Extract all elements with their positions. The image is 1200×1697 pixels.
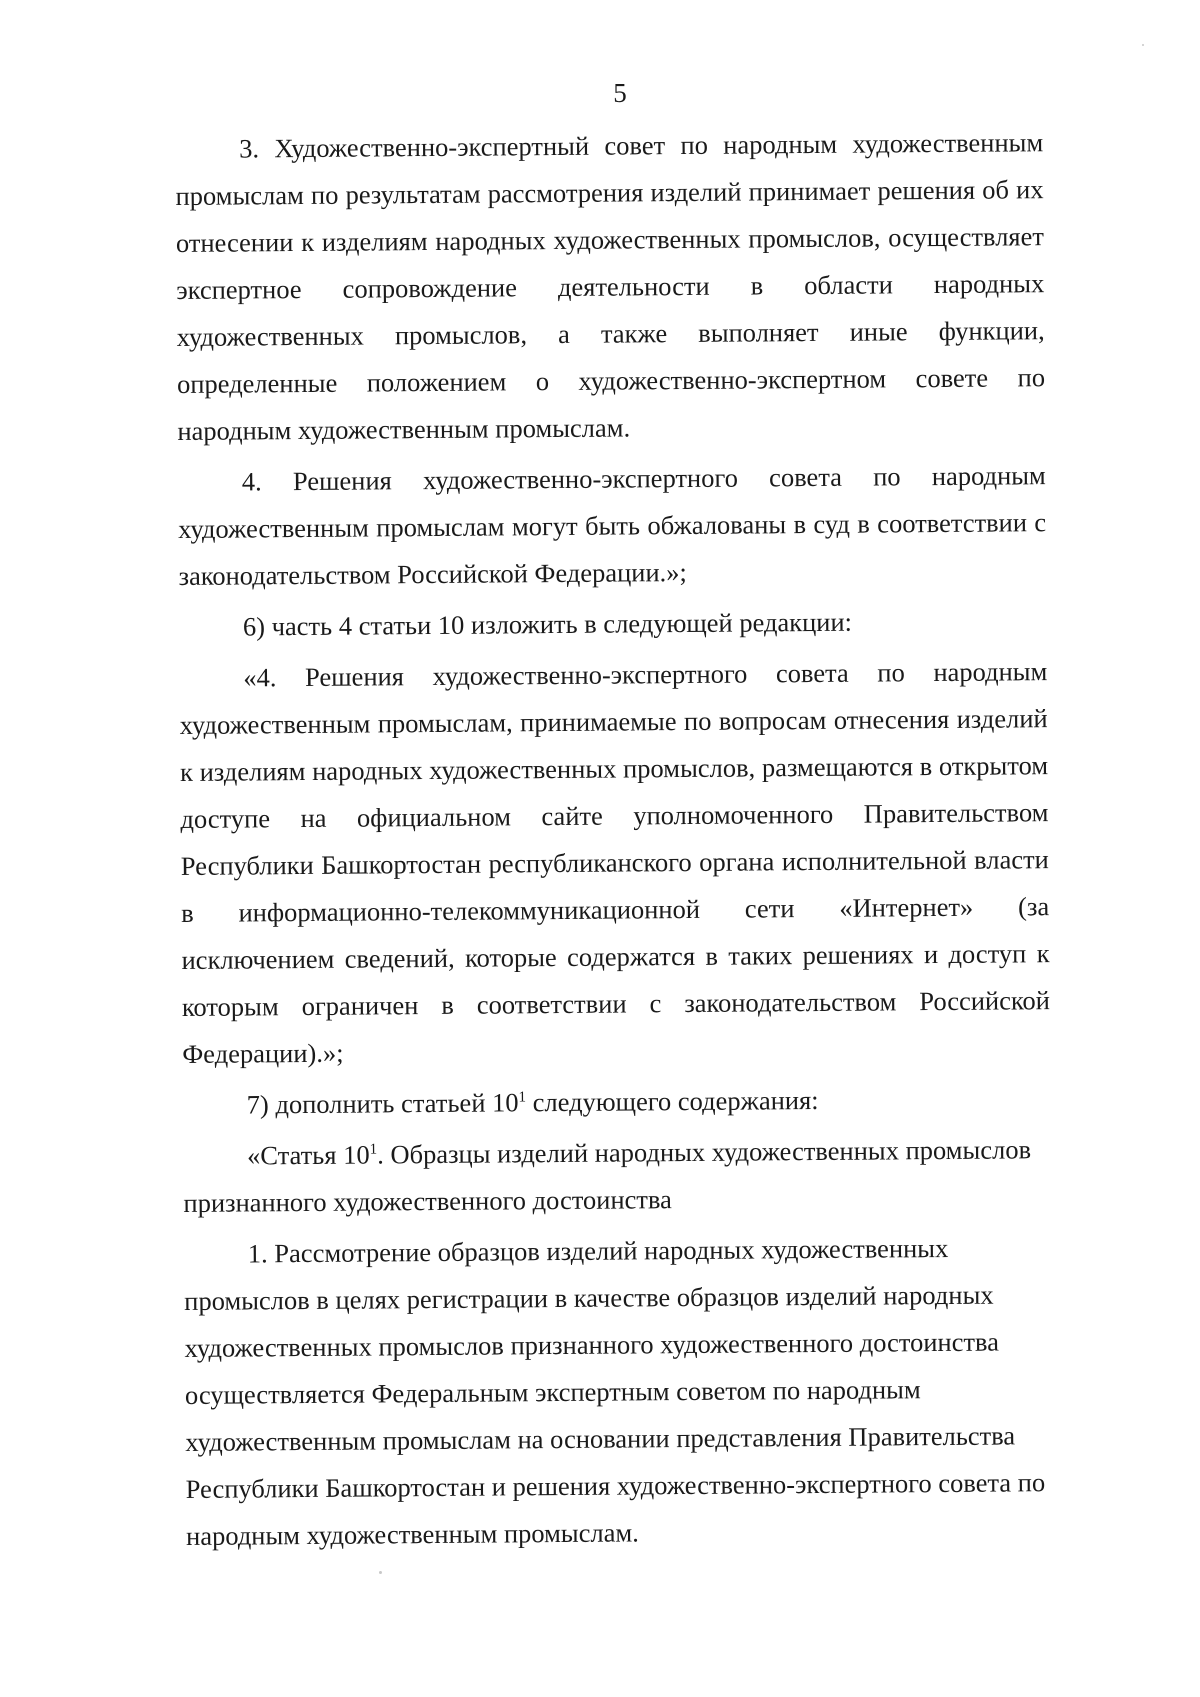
article-heading-title: . Образцы изделий народных художественных промыслов признанного художественного достоинства (183, 1134, 1032, 1218)
amendment-7-text: 7) дополнить статьей 10 (246, 1087, 519, 1120)
amendment-7-text-end: следующего содержания: (525, 1084, 819, 1118)
paragraph-quoted-item-4: «4. Решения художественно-экспертного совета по народным художественным промыслам, принимаемые по вопросам отнесения изделий к изделиям народных художественных промыслов, размещаются в открытом доступе на официальном сайте уполномоченного Правительством Республики Башкортостан республиканского органа исполнительной власти в информационно-телекоммуникационной сети «Интернет» (за исключением сведений, которые содержатся в таких решениях и доступ к которым ограничен в соответствии с законодательством Российской Федерации).»; (179, 656, 1051, 1069)
scan-speck (379, 1571, 382, 1574)
paragraph-amendment-7 (183, 1075, 1051, 1129)
paragraph-item-4: 4. Решения художественно-экспертного совета по народным художественным промыслам могут быть обжалованы в суд в соответствии с законодательством Российской Федерации.»; (178, 460, 1047, 591)
paragraph-item-3: 3. Художественно-экспертный совет по народным художественным промыслам по результатам рассмотрения изделий принимает решения об их отнесении к изделиям народных художественных промыслов, осуществляет экспертное сопровождение деятельности в области народных художественных промыслов, а также выполняет иные функции, определенные положением о художественно-экспертном совете по народным художественным промыслам. (175, 127, 1046, 446)
paragraph-amendment-6: 6) часть 4 статьи 10 изложить в следующей редакции: (242, 606, 853, 642)
document-body (175, 119, 1054, 1560)
article-heading (183, 1126, 1052, 1227)
paragraph-article-item-1: 1. Рассмотрение образцов изделий народных художественных промыслов в целях регистрации в качестве образцов изделий народных художественных промыслов признанного художественного достоинства осуществляется Федеральным экспертным советом по народным художественным промыслам на основании представления Правительства Республики Башкортостан и решения художественно-экспертного совета по народным художественным промыслам. (184, 1232, 1046, 1551)
page-number: 5 (613, 78, 627, 108)
scan-speck (1142, 44, 1144, 46)
amendment-7-superscript: 1 (518, 1089, 527, 1106)
article-heading-superscript: 1 (369, 1141, 378, 1158)
article-heading-text: «Статья 10 (246, 1139, 370, 1171)
